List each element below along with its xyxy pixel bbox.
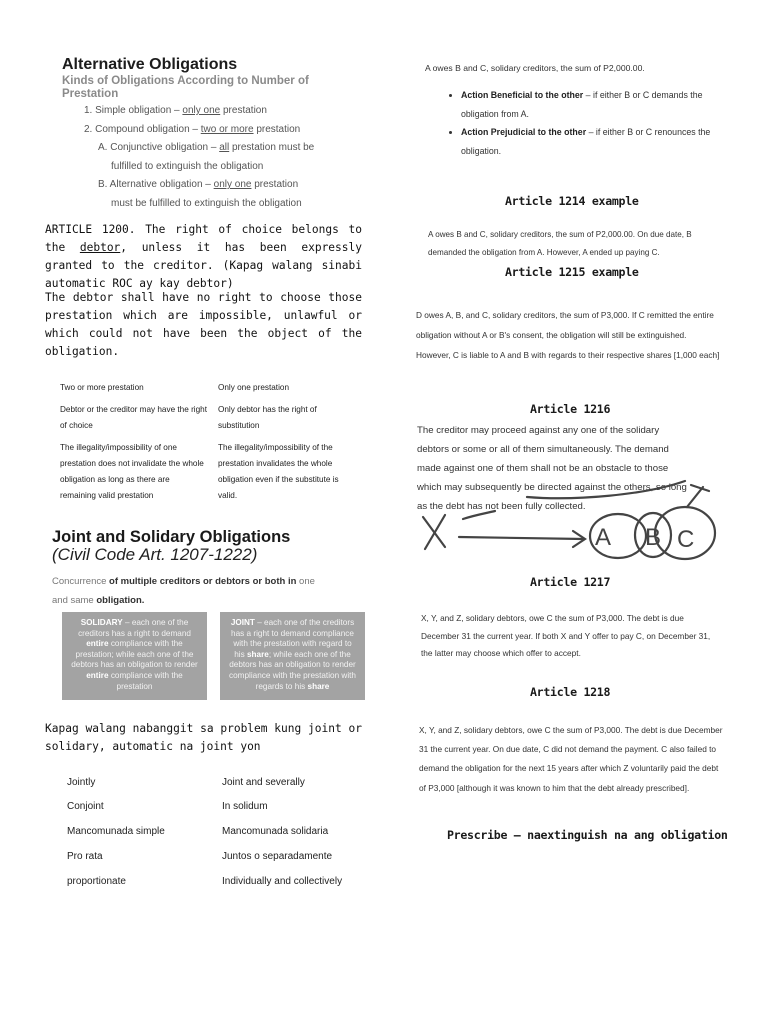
bullet-prejudicial: • Action Prejudicial to the other – if either B or C renounces the obligation. (461, 123, 736, 160)
compare-left-2: Debtor or the creditor may have the right of choice (60, 405, 207, 430)
sketch-label-c: C (677, 526, 695, 553)
alt-item-conjunctive: A. Conjunctive obligation – all prestation must be (98, 142, 315, 153)
action-bullet-list (447, 86, 736, 160)
joint-term-5: proportionate (67, 876, 126, 887)
alternative-obligations-title: Alternative Obligations (62, 56, 238, 73)
solidary-definition-box: SOLIDARY – each one of the creditors has a right to demand entire compliance with the prestation; while each one of the debtors has an obligation to render entire compliance with the prestation (62, 612, 207, 700)
joint-solidary-subtitle: (Civil Code Art. 1207-1222) (52, 545, 258, 564)
solidary-term-2: In solidum (222, 801, 268, 812)
alt-item-compound: 2. Compound obligation – two or more prestation (84, 124, 301, 135)
sketch-label-a: A (595, 524, 612, 551)
alt-item-simple: 1. Simple obligation – only one prestation (84, 105, 267, 116)
article-1215-heading: Article 1215 example (505, 265, 639, 279)
article-1214-heading: Article 1214 example (505, 194, 639, 208)
alternative-obligations-subtitle: Kinds of Obligations According to Number of Prestation (62, 75, 309, 100)
compare-right-2: Only debtor has the right of substitution (218, 405, 317, 430)
solidary-term-3: Mancomunada solidaria (222, 826, 329, 837)
compare-left-3: The illegality/impossibility of one prestation does not invalidate the whole obligation as long as there are remaining valid prestation (60, 443, 204, 500)
sketch-arrow-shaft (459, 537, 583, 539)
article-1215-text: D owes A, B, and C, solidary creditors, the sum of P3,000. If C remitted the entire obligation without A or B's consent, the obligation will still be extinguished. However, C is liable to A and B with regards to their respective shares [1,000 each] (416, 310, 720, 360)
article-1214-text: A owes B and C, solidary creditors, the sum of P2,000.00. On due date, B demanded the obligation from A. However, A ended up paying C. (428, 230, 692, 257)
alt-item-alternative: B. Alternative obligation – only one prestation (98, 179, 299, 190)
joint-term-4: Pro rata (67, 851, 103, 862)
article-1218-heading: Article 1218 (530, 685, 611, 699)
article-1216-heading: Article 1216 (530, 402, 611, 416)
joint-term-2: Conjoint (67, 801, 104, 812)
sketch-top-dash (463, 511, 495, 519)
sketch-underline-stroke (527, 481, 685, 498)
alt-item-alternative-cont: must be fulfilled to extinguish the obligation (111, 198, 302, 209)
joint-term-3: Mancomunada simple (67, 826, 165, 837)
solidary-debtors-sketch (415, 455, 725, 575)
compare-left-1: Two or more prestation (60, 383, 144, 392)
default-joint-note: Kapag walang nabanggit sa problem kung joint or solidary, automatic na joint yon (45, 722, 362, 753)
article-1217-heading: Article 1217 (530, 575, 611, 589)
solidary-creditors-intro: A owes B and C, solidary creditors, the sum of P2,000.00. (425, 63, 645, 73)
compare-right-1: Only one prestation (218, 383, 290, 392)
joint-solidary-description: Concurrence of multiple creditors or debtors or both in one and same obligation. (52, 576, 315, 606)
sketch-label-b: B (645, 524, 662, 551)
prescribe-note: Prescribe – naextinguish na ang obligation (447, 828, 728, 842)
sketch-tail (687, 485, 709, 507)
alt-item-conjunctive-cont: fulfilled to extinguish the obligation (111, 161, 264, 172)
joint-solidary-title: Joint and Solidary Obligations (52, 528, 291, 546)
solidary-term-1: Joint and severally (222, 777, 305, 788)
compare-right-3: The illegality/impossibility of the prestation invalidates the whole obligation even if the substitute is valid. (218, 443, 339, 500)
article-1200-paragraph: ARTICLE 1200. The right of choice belongs to the debtor, unless it has been expressly granted to the creditor. (Kapag walang sinabi automatic ROC ay kay debtor) (45, 223, 362, 290)
article-1217-text: X, Y, and Z, solidary debtors, owe C the sum of P3,000. The debt is due December 31 the current year. If both X and Y offer to pay C, on December 31, the latter may choose which offer to accept. (421, 613, 711, 658)
joint-term-1: Jointly (67, 777, 96, 788)
solidary-term-5: Individually and collectively (222, 876, 343, 887)
bullet-beneficial: • Action Beneficial to the other – if either B or C demands the obligation from A. (461, 86, 736, 123)
article-1200-debtor-paragraph: The debtor shall have no right to choose those prestation which are impossible, unlawful or which could not have been the object of the obligation. (45, 291, 362, 358)
article-1218-text: X, Y, and Z, solidary debtors, owe C the sum of P3,000. The debt is due December 31 the current year. On due date, C did not demand the payment. C also failed to demand the obligation for the next 15 years after which Z voluntarily paid the debt of P3,000 [although it was known to him that the debt already prescribed]. (419, 725, 723, 793)
article-1216-text: The creditor may proceed against any one of the solidary debtors or some or all of them simultaneously. The demand made against one of them shall not be an obstacle to those which may subsequently be directed against the others, so long as the debt has not been fully collected. (417, 425, 687, 512)
solidary-term-4: Juntos o separadamente (222, 851, 333, 862)
joint-definition-box: JOINT – each one of the creditors has a right to demand compliance with the prestation with regard to his share; while each one of the debtors has an obligation to render compliance with the prestation with regards to his share (220, 612, 365, 700)
